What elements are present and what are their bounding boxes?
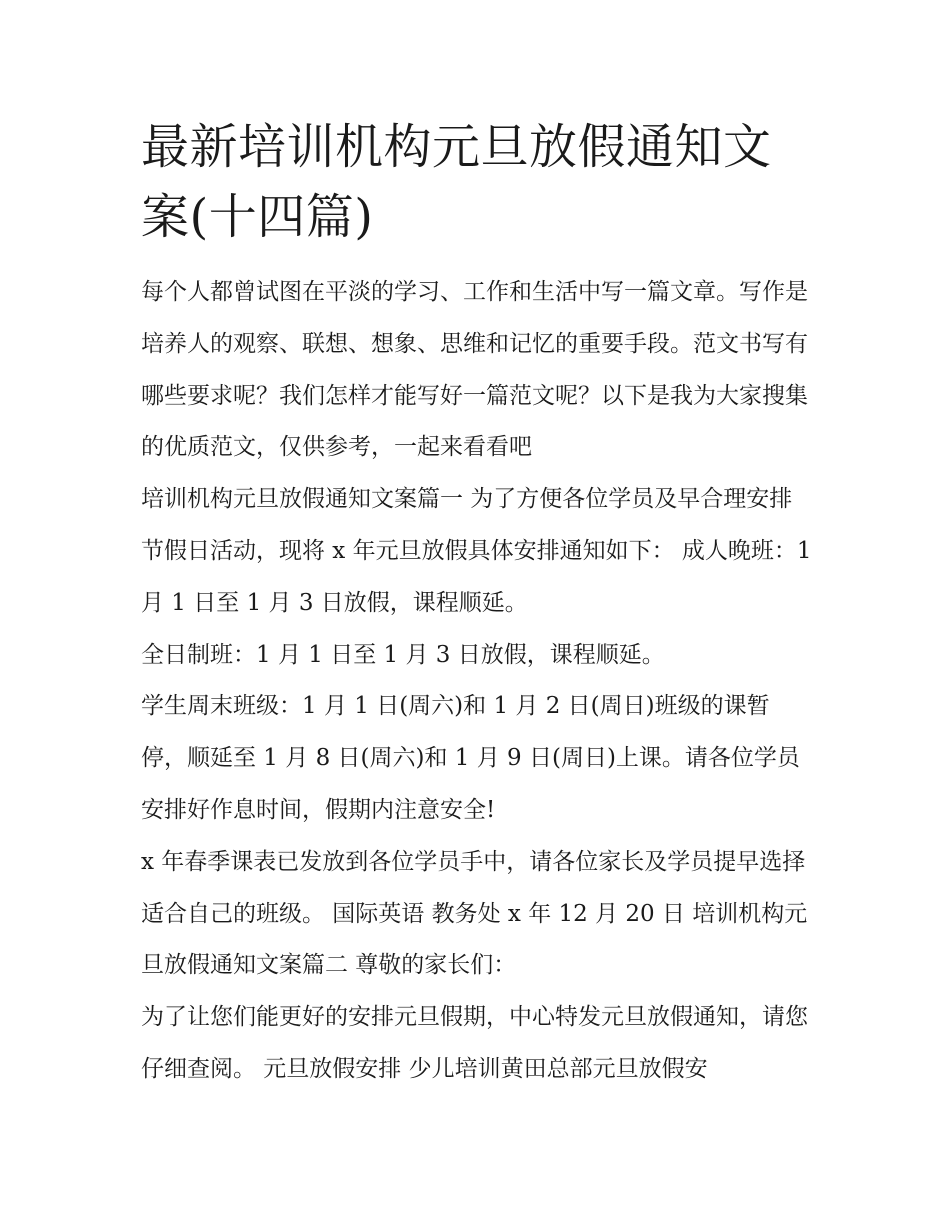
paragraph-spring-schedule: x 年春季课表已发放到各位学员手中，请各位家长及学员提早选择适合自己的班级。 国际英语 教务处 x 年 12 月 20 日 培训机构元旦放假通知文案篇二 尊敬的家长们： xyxy=(141,848,808,979)
document-title: 最新培训机构元旦放假通知文案(十四篇) xyxy=(141,119,772,245)
document-content xyxy=(141,112,813,1096)
paragraph-weekend-class: 学生周末班级：1 月 1 日(周六)和 1 月 2 日(周日)班级的课暂停，顺延至 1 月 8 日(周六)和 1 月 9 日(周日)上课。请各位学员安排好作息时间，假期内注意安全! xyxy=(141,693,800,823)
paragraph-notice-one: 培训机构元旦放假通知文案篇一 为了方便各位学员及早合理安排节假日活动，现将 x 年元旦放假具体安排通知如下： 成人晚班：1 月 1 日至 1 月 3 日放假，课程顺延。 xyxy=(141,486,812,616)
paragraph-fulltime-class: 全日制班：1 月 1 日至 1 月 3 日放假，课程顺延。 xyxy=(141,641,665,668)
document-body xyxy=(141,267,813,1096)
paragraph-intro: 每个人都曾试图在平淡的学习、工作和生活中写一篇文章。写作是培养人的观察、联想、想象、思维和记忆的重要手段。范文书写有哪些要求呢？我们怎样才能写好一篇范文呢？以下是我为大家搜集的优质范文，仅供参考，一起来看看吧 xyxy=(141,279,808,461)
paragraph-notice-two: 为了让您们能更好的安排元旦假期，中心特发元旦放假通知，请您仔细查阅。 元旦放假安排 少儿培训黄田总部元旦放假安 xyxy=(141,1004,808,1082)
